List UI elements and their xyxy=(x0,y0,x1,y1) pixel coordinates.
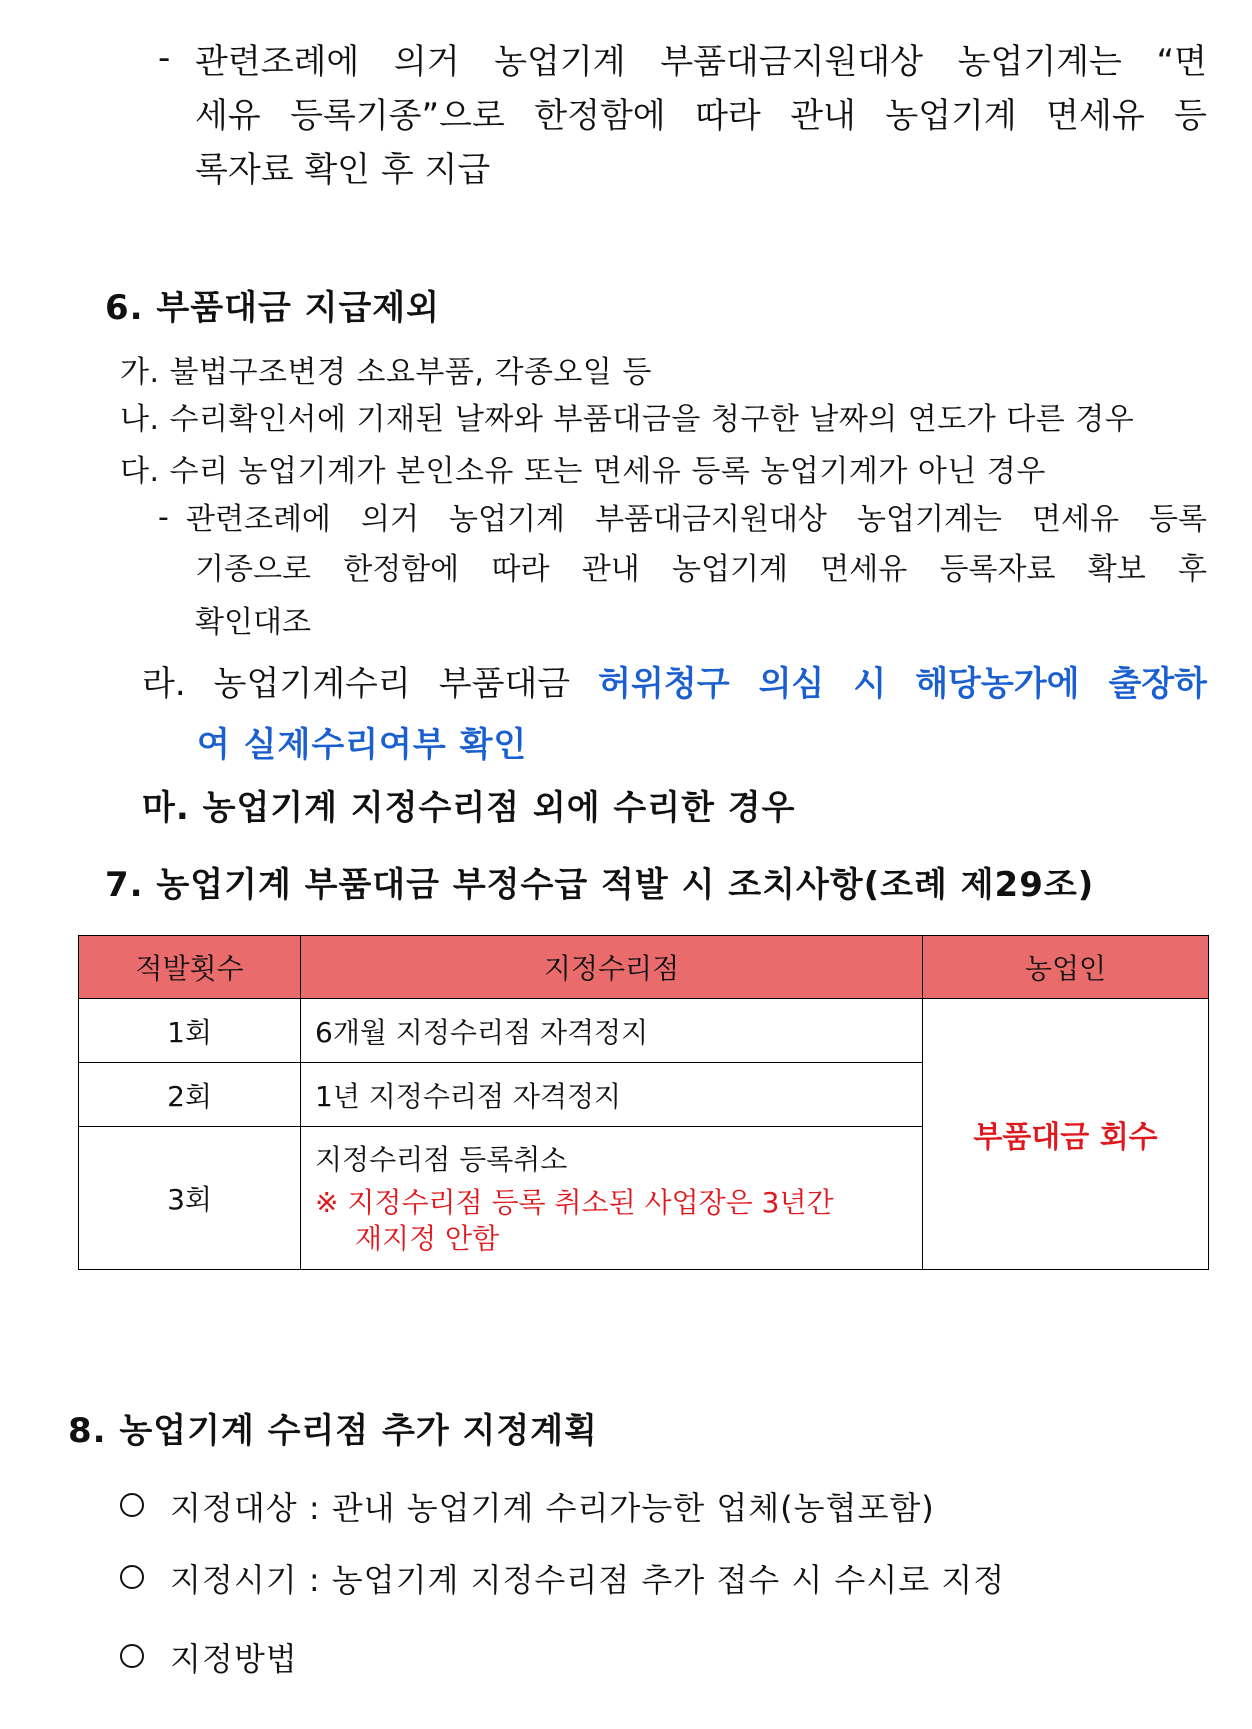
table-row xyxy=(79,999,1209,1063)
row-1-count: 1회 xyxy=(79,999,301,1063)
section-8-item-method xyxy=(120,1634,298,1680)
circle-bullet-icon xyxy=(120,1565,144,1589)
penalty-table xyxy=(78,935,1209,1270)
section-8-item-timing xyxy=(120,1555,1005,1601)
farmer-action-cell xyxy=(923,999,1209,1270)
section-6-item-ra-line-1 xyxy=(142,656,1207,705)
section-6-item-ra-prefix: 라. 농업기계수리 부품대금 xyxy=(142,664,599,704)
header-shop: 지정수리점 xyxy=(301,936,923,999)
row-2-count: 2회 xyxy=(79,1063,301,1127)
section-6-item-ma: 마. 농업기계 지정수리점 외에 수리한 경우 xyxy=(142,788,796,828)
section-7-title: 7. 농업기계 부품대금 부정수급 적발 시 조치사항(조례 제29조) xyxy=(105,865,1095,905)
section-8-item-target-text: 지정대상 : 관내 농업기계 수리가능한 업체(농협포함) xyxy=(170,1489,935,1527)
row-3-shop-cell xyxy=(301,1127,923,1270)
section-6-item-na: 나. 수리확인서에 기재된 날짜와 부품대금을 청구한 날짜의 연도가 다른 경우 xyxy=(120,402,1135,437)
row-3-shop: 지정수리점 등록취소 xyxy=(315,1143,568,1176)
circle-bullet-icon xyxy=(120,1644,144,1668)
table-header-row xyxy=(79,936,1209,999)
section-6-item-ra-highlight-2: 여 실제수리여부 확인 xyxy=(197,725,528,765)
header-count: 적발횟수 xyxy=(79,936,301,999)
section-6-sub-dash-marker: - xyxy=(158,500,169,535)
row-3-note-line-2: 재지정 안함 xyxy=(355,1222,500,1255)
circle-bullet-icon xyxy=(120,1493,144,1517)
section-6-item-da: 다. 수리 농업기계가 본인소유 또는 면세유 등록 농업기계가 아닌 경우 xyxy=(120,454,1046,489)
section-6-title: 6. 부품대금 지급제외 xyxy=(105,288,440,328)
section-8-title: 8. 농업기계 수리점 추가 지정계획 xyxy=(68,1411,598,1451)
section-6-sub-dash-line-2: 기종으로 한정함에 따라 관내 농업기계 면세유 등록자료 확보 후 xyxy=(195,552,1207,587)
section-8-item-method-text: 지정방법 xyxy=(170,1640,298,1678)
section-6-item-ra-highlight-1: 허위청구 의심 시 해당농가에 출장하 xyxy=(598,664,1208,704)
farmer-action: 부품대금 회수 xyxy=(973,1120,1158,1155)
intro-dash-marker: - xyxy=(158,38,172,78)
row-2-shop: 1년 지정수리점 자격정지 xyxy=(301,1063,923,1127)
header-farmer: 농업인 xyxy=(923,936,1209,999)
intro-dash-line-2: 세유 등록기종”으로 한정함에 따라 관내 농업기계 면세유 등 xyxy=(195,96,1207,136)
section-6-sub-dash-line-3: 확인대조 xyxy=(195,605,311,640)
section-8-item-target xyxy=(120,1483,935,1529)
intro-dash-line-3: 록자료 확인 후 지급 xyxy=(195,150,491,190)
section-6-sub-dash-line-1: 관련조례에 의거 농업기계 부품대금지원대상 농업기계는 면세유 등록 xyxy=(186,502,1207,537)
row-1-shop: 6개월 지정수리점 자격정지 xyxy=(301,999,923,1063)
row-3-count: 3회 xyxy=(79,1127,301,1270)
section-6-item-ga: 가. 불법구조변경 소요부품, 각종오일 등 xyxy=(120,355,652,390)
intro-dash-line-1: 관련조례에 의거 농업기계 부품대금지원대상 농업기계는 “면 xyxy=(195,42,1207,82)
section-8-item-timing-text: 지정시기 : 농업기계 지정수리점 추가 접수 시 수시로 지정 xyxy=(170,1561,1006,1599)
row-3-note-line-1: ※ 지정수리점 등록 취소된 사업장은 3년간 xyxy=(315,1186,834,1219)
